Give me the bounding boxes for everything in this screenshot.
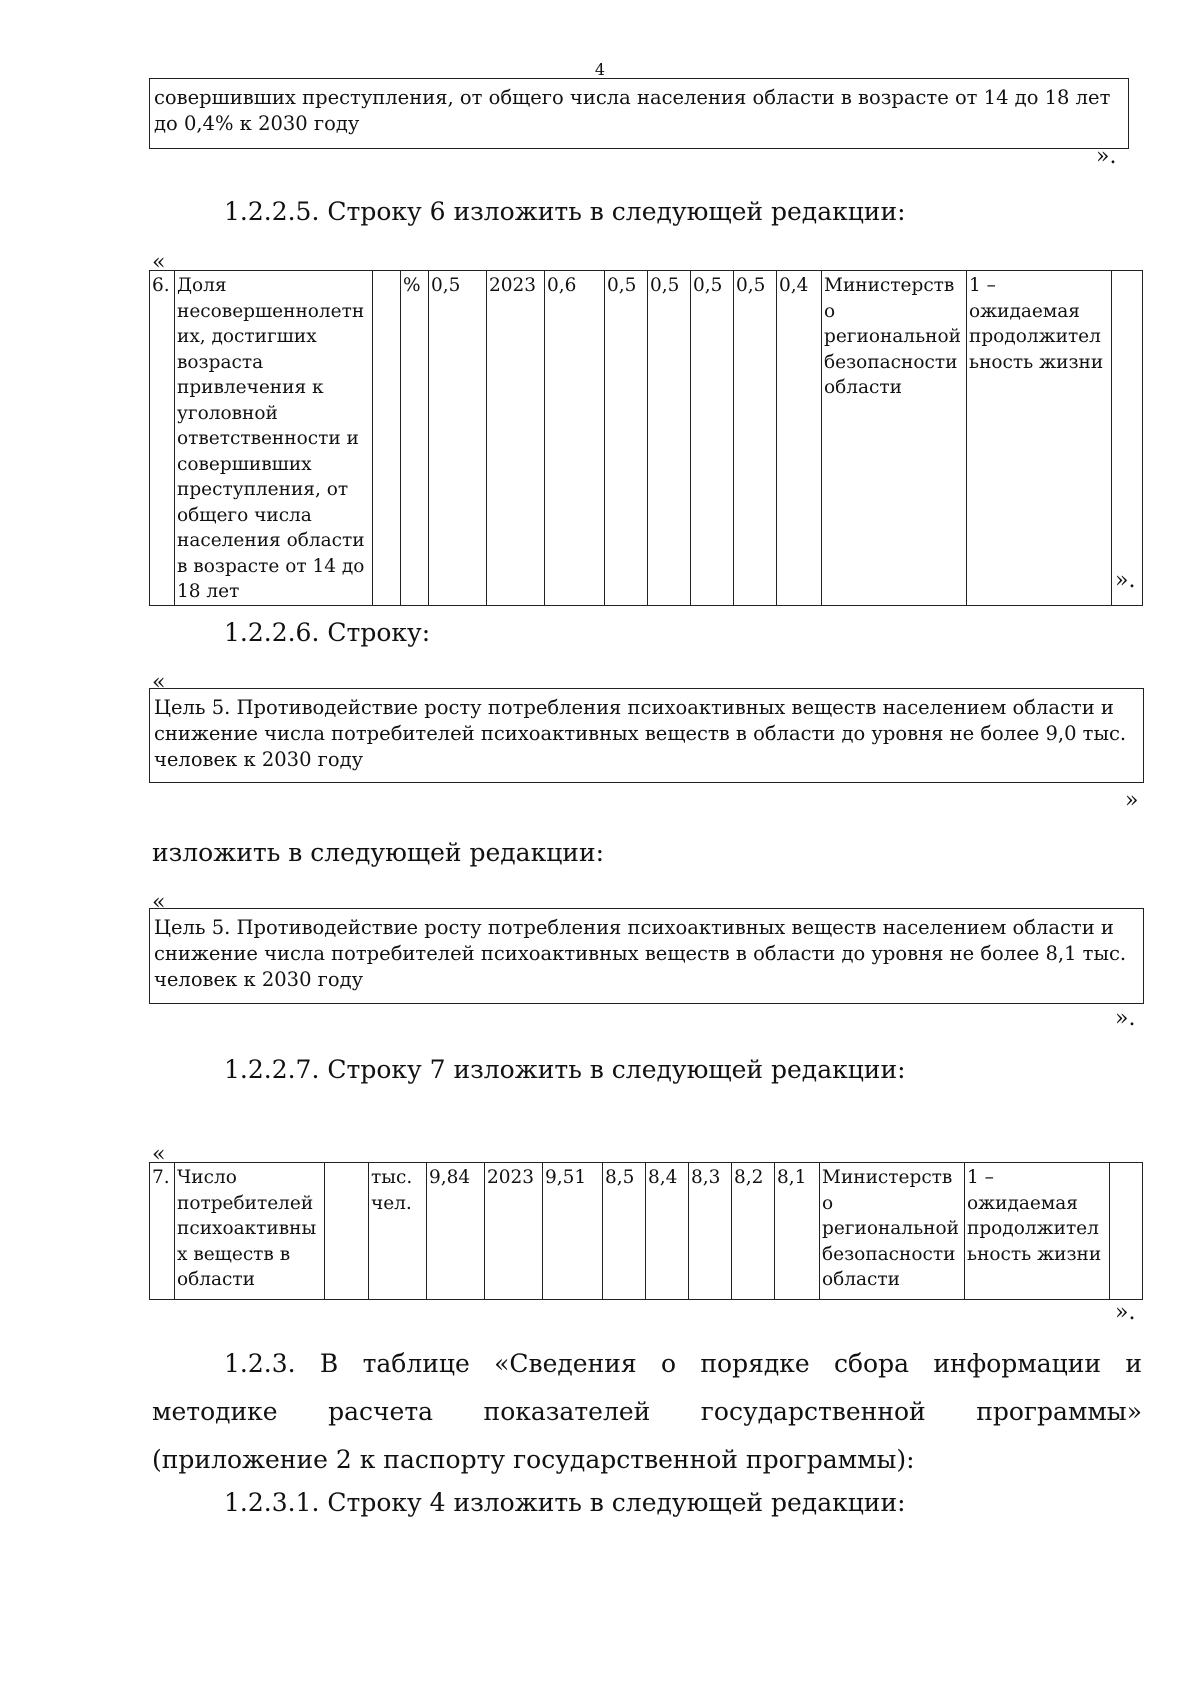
section-paragraph-123: 1.2.3. В таблице «Сведения о порядке сбора информации и методике расчета показателей государственной программы» (приложение 2 к паспорту государственной программы):	[152, 1349, 1142, 1474]
empty-cell	[1110, 1163, 1143, 1300]
unit-cell: %	[401, 271, 429, 606]
indicator-name: Доля несовершеннолетних, достигших возраста привлечения к уголовной ответственности и совершивших преступления, от общего числа населения области в возрасте от 14 до 18 лет	[175, 271, 373, 606]
opening-quote: «	[152, 1142, 166, 1167]
indicator-name: Число потребителей психоактивных веществ в области	[175, 1163, 325, 1300]
section-heading-1227: 1.2.2.7. Строку 7 изложить в следующей редакции:	[224, 1055, 906, 1084]
row-number: 6.	[150, 271, 175, 606]
closing-quote: ».	[1115, 1006, 1136, 1031]
continuation-text-box	[149, 78, 1129, 149]
value-cell: 8,1	[775, 1163, 820, 1300]
indicator-row-7-table	[149, 1162, 1143, 1300]
base-value-cell: 0,5	[429, 271, 487, 606]
value-cell: 8,3	[689, 1163, 732, 1300]
table-row	[150, 271, 1143, 606]
row-number: 7.	[150, 1163, 175, 1300]
base-year-cell: 2023	[485, 1163, 543, 1300]
closing-quote: ».	[1096, 144, 1117, 169]
table-row	[150, 1163, 1143, 1300]
value-cell: 0,5	[734, 271, 777, 606]
continuation-text: совершивших преступления, от общего числа населения области в возрасте от 14 до 18 лет до 0,4% к 2030 году	[154, 86, 1111, 135]
value-cell: 8,2	[732, 1163, 775, 1300]
section-heading-1225: 1.2.2.5. Строку 6 изложить в следующей редакции:	[224, 197, 906, 226]
goal-old-text-box	[149, 688, 1144, 783]
opening-quote: «	[152, 250, 166, 275]
opening-quote: «	[152, 890, 166, 915]
base-year-cell: 2023	[487, 271, 545, 606]
empty-cell	[373, 271, 401, 606]
goal-cell: 1 – ожидаемая продолжительность жизни	[965, 1163, 1110, 1300]
closing-quote: ».	[1115, 1300, 1136, 1325]
responsible-cell: Министерство региональной безопасности области	[820, 1163, 965, 1300]
unit-cell: тыс. чел.	[369, 1163, 427, 1300]
responsible-cell: Министерство региональной безопасности области	[822, 271, 967, 606]
goal-new-text: Цель 5. Противодействие росту потребления психоактивных веществ населением области и снижение числа потребителей психоактивных веществ в области до уровня не более 8,1 тыс. человек к 2030 году	[154, 916, 1127, 991]
section-heading-1231: 1.2.3.1. Строку 4 изложить в следующей редакции:	[224, 1488, 906, 1517]
value-cell: 9,51	[543, 1163, 603, 1300]
value-cell: 0,4	[777, 271, 822, 606]
section-heading-1226: 1.2.2.6. Строку:	[224, 618, 431, 647]
value-cell: 0,5	[605, 271, 648, 606]
indicator-row-6-table	[149, 270, 1143, 606]
goal-old-text: Цель 5. Противодействие росту потребления психоактивных веществ населением области и снижение числа потребителей психоактивных веществ в области до уровня не более 9,0 тыс. человек к 2030 году	[154, 696, 1127, 771]
value-cell: 8,5	[603, 1163, 646, 1300]
goal-cell: 1 – ожидаемая продолжительность жизни	[967, 271, 1112, 606]
empty-cell	[325, 1163, 369, 1300]
opening-quote: «	[152, 670, 166, 695]
base-value-cell: 9,84	[427, 1163, 485, 1300]
closing-quote: ».	[1115, 568, 1136, 593]
value-cell: 0,5	[691, 271, 734, 606]
value-cell: 8,4	[646, 1163, 689, 1300]
closing-quote: »	[1125, 788, 1139, 813]
empty-cell	[1112, 271, 1143, 606]
page-number: 4	[594, 60, 606, 79]
value-cell: 0,6	[545, 271, 605, 606]
instruction-text: изложить в следующей редакции:	[152, 838, 605, 867]
value-cell: 0,5	[648, 271, 691, 606]
goal-new-text-box	[149, 908, 1144, 1004]
